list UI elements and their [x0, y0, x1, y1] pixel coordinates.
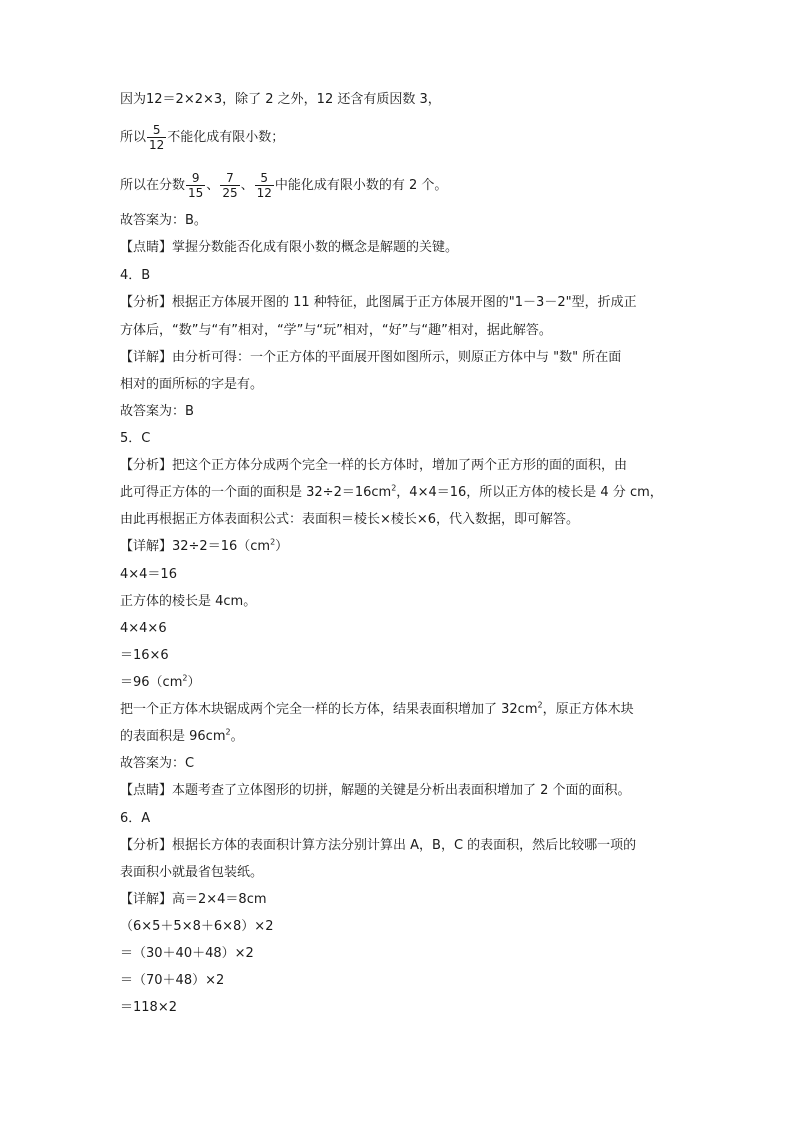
text-segment: 。 — [230, 729, 244, 744]
text-segment: 所以 — [120, 130, 147, 145]
text-line: 【详解】由分析可得：一个正方体的平面展开图如图所示，则原正方体中与 "数" 所在面 — [120, 350, 622, 365]
separator: 、 — [240, 178, 254, 193]
text-segment: 不能化成有限小数； — [167, 130, 285, 145]
superscript: 2 — [225, 727, 231, 737]
text-segment: 此可得正方体的一个面的面积是 32÷2＝16cm — [120, 485, 392, 500]
text-segment: ） — [275, 539, 289, 554]
fraction-numerator: 5 — [255, 171, 274, 186]
fraction-denominator: 15 — [188, 186, 204, 200]
text-line — [120, 538, 288, 556]
text-segment: 的表面积是 96cm — [120, 729, 226, 744]
fraction — [186, 171, 205, 200]
text-line: 4×4×6 — [120, 621, 167, 636]
text-line: 【分析】根据长方体的表面积计算方法分别计算出 A，B，C 的表面积，然后比较哪一项的 — [120, 838, 637, 853]
text-line: 【详解】高＝2×4＝8cm — [120, 892, 267, 907]
text-line: 【分析】根据正方体展开图的 11 种特征，此图属于正方体展开图的"1－3－2"型，折成正 — [120, 295, 637, 310]
text-line: 故答案为：C — [120, 756, 195, 771]
text-line: ＝118×2 — [120, 1000, 177, 1015]
text-line: ＝（30＋40＋48）×2 — [120, 946, 254, 961]
text-line: ＝16×6 — [120, 648, 169, 663]
fraction — [147, 123, 166, 152]
text-line: 6．A — [120, 811, 151, 826]
text-line: 表面积小就最省包装纸。 — [120, 865, 264, 880]
text-line: 4．B — [120, 268, 151, 283]
text-line-with-fraction — [120, 123, 284, 152]
text-line: 【点睛】本题考查了立体图形的切拼，解题的关键是分析出表面积增加了 2 个面的面积。 — [120, 783, 631, 798]
text-line: 方体后，“数”与“有”相对，“学”与“玩”相对，“好”与“趣”相对，据此解答。 — [120, 323, 552, 338]
superscript: 2 — [537, 700, 543, 710]
text-line: 由此再根据正方体表面积公式：表面积＝棱长×棱长×6，代入数据，即可解答。 — [120, 512, 580, 527]
separator: 、 — [206, 178, 220, 193]
text-line: ＝（70＋48）×2 — [120, 973, 225, 988]
text-line: 【点睛】掌握分数能否化成有限小数的概念是解题的关键。 — [120, 240, 459, 255]
text-segment: ，4×4＝16，所以正方体的棱长是 4 分 cm， — [396, 485, 663, 500]
text-segment: ，原正方体木块 — [542, 702, 634, 717]
text-segment: 中能化成有限小数的有 2 个。 — [274, 178, 448, 193]
fraction-denominator: 25 — [222, 186, 238, 200]
text-segment: 把一个正方体木块锯成两个完全一样的长方体，结果表面积增加了 32cm — [120, 702, 538, 717]
text-line: 故答案为：B。 — [120, 213, 207, 228]
text-line: 相对的面所标的字是有。 — [120, 377, 264, 392]
superscript: 2 — [270, 537, 276, 547]
fraction-numerator: 5 — [147, 123, 166, 138]
text-line — [120, 674, 200, 692]
text-line — [120, 701, 634, 719]
fraction — [255, 171, 274, 200]
text-line: 故答案为：B — [120, 404, 194, 419]
superscript: 2 — [391, 483, 397, 493]
text-line — [120, 484, 663, 502]
text-line: 5．C — [120, 431, 151, 446]
text-line: 因为12＝2×2×3，除了 2 之外，12 还含有质因数 3， — [120, 92, 441, 107]
fraction-numerator: 7 — [220, 171, 239, 186]
text-segment: 【详解】32÷2＝16（cm — [120, 539, 271, 554]
text-line: 正方体的棱长是 4cm。 — [120, 594, 257, 609]
fraction-numerator: 9 — [186, 171, 205, 186]
text-line: 【分析】把这个正方体分成两个完全一样的长方体时，增加了两个正方形的面的面积，由 — [120, 458, 628, 473]
fraction-denominator: 12 — [256, 186, 272, 200]
text-segment: ＝96（cm — [120, 675, 183, 690]
text-line: （6×5＋5×8＋6×8）×2 — [120, 919, 274, 934]
text-line: 4×4＝16 — [120, 567, 177, 582]
text-segment: ） — [187, 675, 201, 690]
fraction-denominator: 12 — [149, 138, 165, 152]
superscript: 2 — [182, 673, 188, 683]
text-segment: 所以在分数 — [120, 178, 186, 193]
text-line-with-fractions — [120, 171, 447, 200]
fraction — [220, 171, 239, 200]
text-line — [120, 728, 244, 746]
